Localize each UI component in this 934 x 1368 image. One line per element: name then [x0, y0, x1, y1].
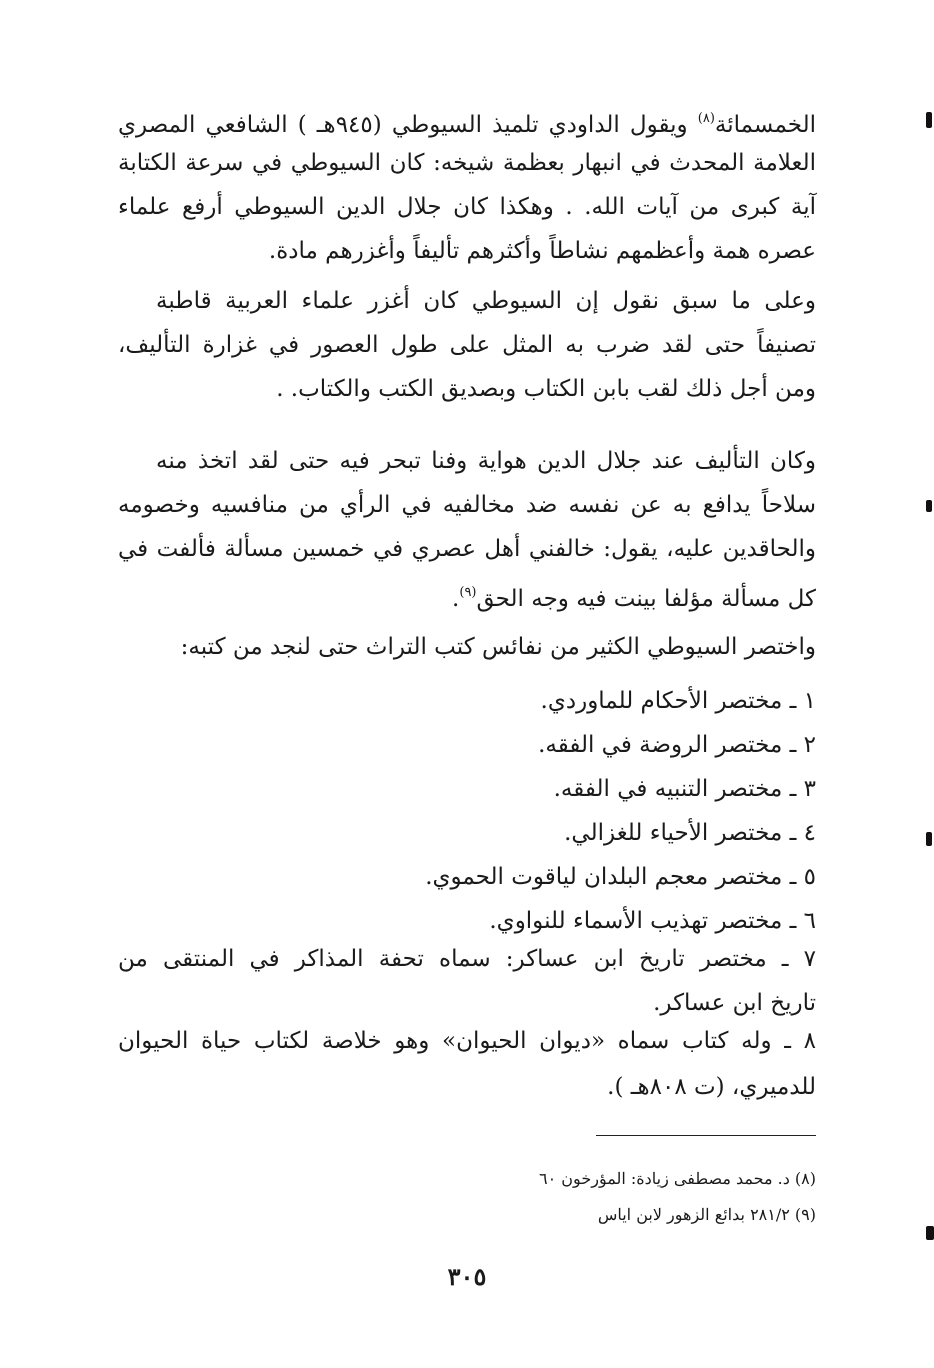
list-item: ٥ ـ مختصر معجم البلدان لياقوت الحموي.: [425, 864, 816, 890]
footnote-ref-8: (٨): [697, 111, 715, 126]
paragraph-1-line-4: عصره همة وأعظمهم نشاطاً وأكثرهم تأليفاً وأغزرهم مادة.: [268, 238, 816, 264]
scan-mark: [926, 112, 932, 128]
list-item-continuation: للدميري، (ت ٨٠٨هـ ).: [607, 1074, 816, 1100]
paragraph-3-line-4: [118, 578, 816, 614]
footnote-ref-9: (٩): [459, 585, 477, 600]
list-item: ٢ ـ مختصر الروضة في الفقه.: [538, 732, 816, 758]
paragraph-3-line-1: وكان التأليف عند جلال الدين هواية وفنا تبحر فيه حتى لقد اتخذ منه: [156, 448, 816, 474]
paragraph-1-line-1: [118, 104, 816, 140]
text-segment: كل مسألة مؤلفا بينت فيه وجه الحق: [476, 586, 816, 612]
paragraph-1-line-3: آية كبرى من آيات الله. . وهكذا كان جلال الدين السيوطي أرفع علماء: [118, 194, 816, 220]
scan-mark: [926, 832, 932, 846]
scan-mark: [926, 1226, 934, 1240]
list-item: ١ ـ مختصر الأحكام للماوردي.: [540, 688, 816, 714]
page-number: ٣٠٥: [447, 1262, 487, 1291]
paragraph-3-line-2: سلاحاً يدافع به عن نفسه ضد مخالفيه في الرأي من منافسيه وخصومه: [118, 492, 816, 518]
footnote-separator: [596, 1135, 816, 1136]
footnote-9: (٩) ٢٨١/٢ بدائع الزهور لابن اياس: [597, 1205, 816, 1224]
text-segment: الخمسمائة: [714, 112, 816, 138]
scan-mark: [926, 500, 932, 512]
paragraph-3-line-3: والحاقدين عليه، يقول: خالفني أهل عصري في خمسين مسألة فألفت في: [118, 536, 816, 562]
paragraph-2-line-1: وعلى ما سبق نقول إن السيوطي كان أغزر علماء العربية قاطبة: [156, 288, 816, 314]
list-item: ٧ ـ مختصر تاريخ ابن عساكر: سماه تحفة المذاكر في المنتقى من: [118, 946, 816, 972]
list-item: ٤ ـ مختصر الأحياء للغزالي.: [564, 820, 816, 846]
list-item: ٦ ـ مختصر تهذيب الأسماء للنواوي.: [489, 908, 816, 934]
list-item: ٣ ـ مختصر التنبيه في الفقه.: [553, 776, 816, 802]
paragraph-4: واختصر السيوطي الكثير من نفائس كتب التراث حتى لنجد من كتبه:: [180, 634, 816, 660]
paragraph-2-line-2: تصنيفاً حتى لقد ضرب به المثل على طول العصور في غزارة التأليف،: [118, 332, 816, 358]
list-item-continuation: تاريخ ابن عساكر.: [653, 990, 816, 1016]
text-segment: ويقول الداودي تلميذ السيوطي (٩٤٥هـ ) الشافعي المصري: [118, 112, 698, 138]
paragraph-2-line-3: ومن أجل ذلك لقب بابن الكتاب وبصديق الكتب والكتاب. .: [276, 376, 816, 402]
paragraph-1-line-2: العلامة المحدث في انبهار بعظمة شيخه: كان السيوطي في سرعة الكتابة: [118, 150, 816, 176]
footnote-8: (٨) د. محمد مصطفى زيادة: المؤرخون ٦٠: [539, 1169, 816, 1188]
text-segment: .: [452, 586, 460, 612]
list-item: ٨ ـ وله كتاب سماه «ديوان الحيوان» وهو خلاصة لكتاب حياة الحيوان: [118, 1028, 816, 1054]
